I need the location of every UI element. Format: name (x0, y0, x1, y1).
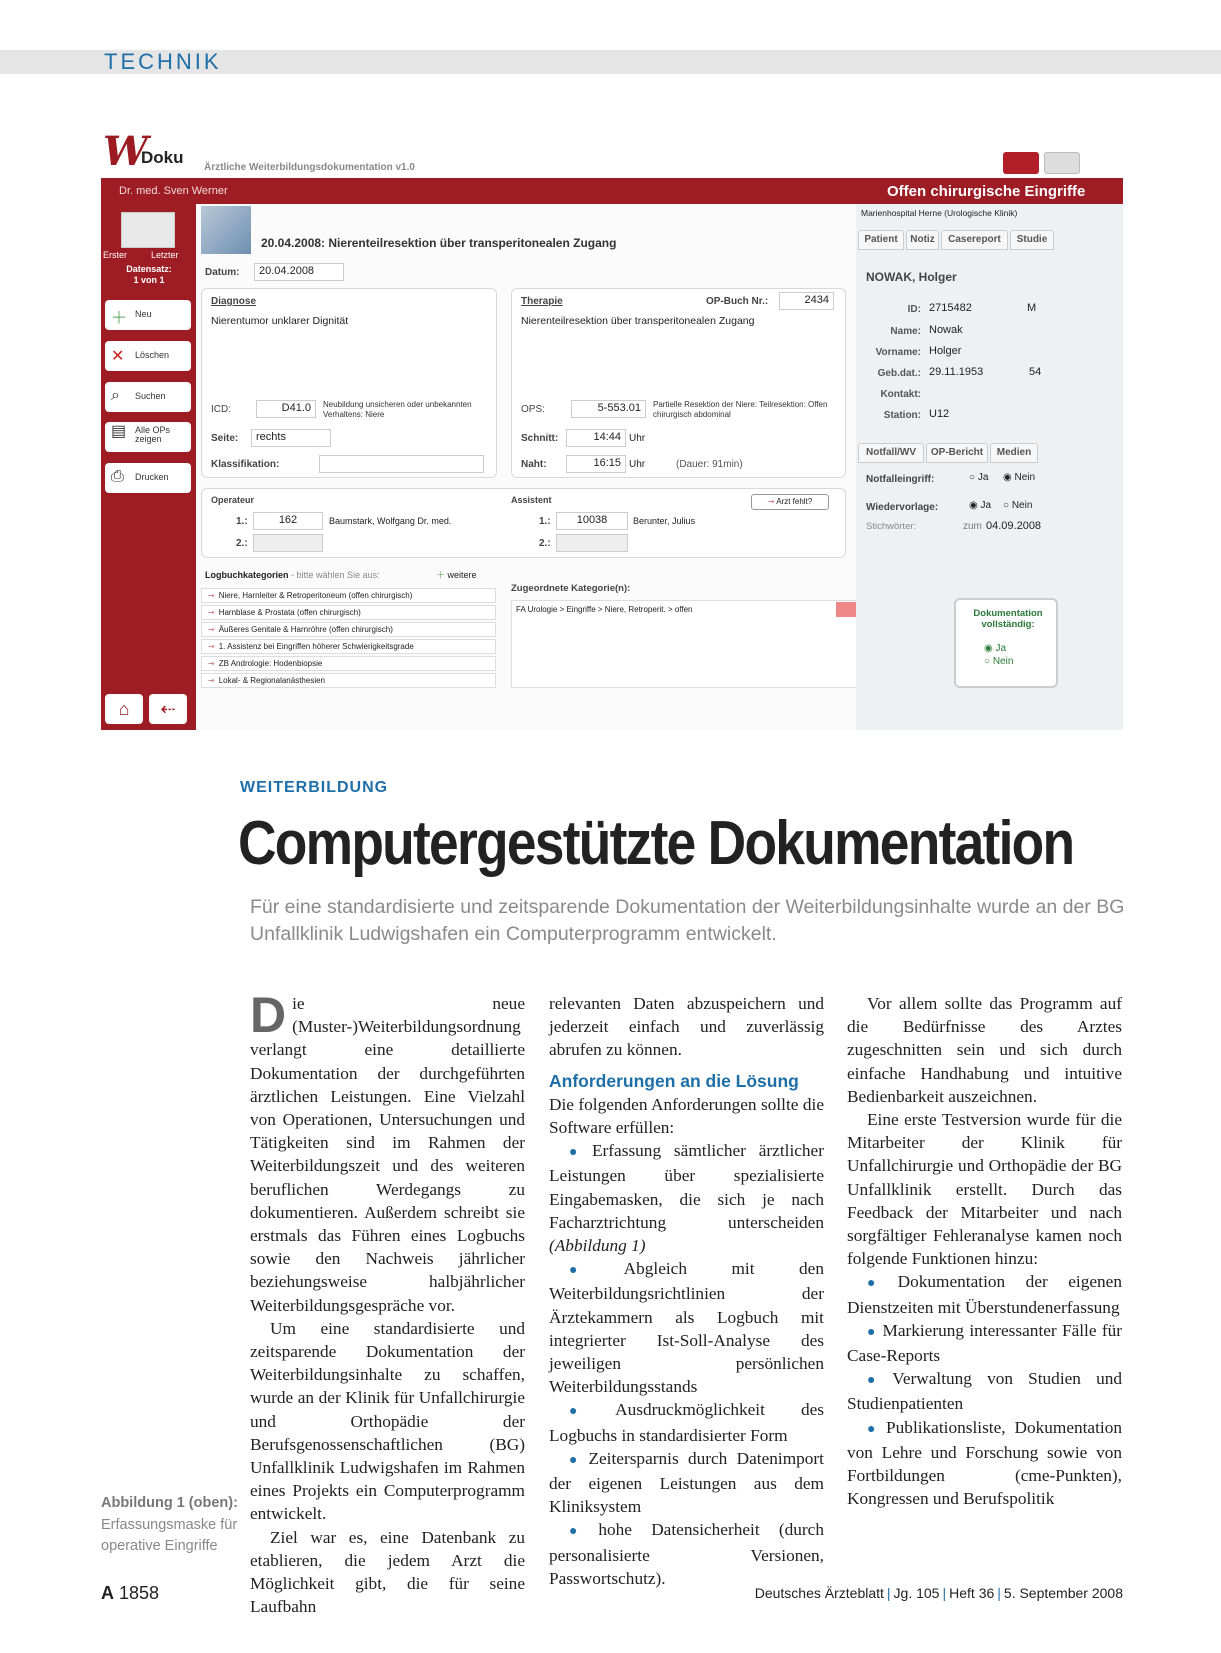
completion-label: Dokumentation vollständig: (973, 608, 1043, 630)
side-field[interactable]: rechts (251, 429, 331, 447)
date-label: Datum: (205, 267, 240, 278)
logbook-item-label: Harnblase & Prostata (offen chirurgisch) (218, 608, 361, 617)
record-title: 20.04.2008: Nierenteilresektion über transperitonealen Zugang (261, 236, 617, 250)
bullet-text: Abgleich mit den Weiterbildungsrichtlinien der Ärztekammern als Logbuch mit integrierter Ist-Soll-Analyse des jeweiligen persönlichen Weiterbildungsstands (549, 1259, 824, 1397)
more-button[interactable] (436, 568, 477, 581)
surgeon2-id[interactable] (253, 534, 323, 552)
subheading: Anforderungen an die Lösung (549, 1070, 799, 1091)
app-logo-w: W (103, 128, 148, 175)
caption-text: Erfassungsmaske für operative Eingriffe (101, 1517, 238, 1554)
show-all-ops-button[interactable] (105, 422, 191, 452)
patient-field-value: Nowak (929, 324, 963, 336)
tab-media[interactable]: Medien (990, 443, 1038, 463)
category-title: Offen chirurgische Eingriffe (887, 183, 1086, 200)
incision-unit: Uhr (629, 433, 646, 444)
missing-doctor-button[interactable] (751, 494, 829, 510)
footer: Deutsches Ärzteblatt | Jg. 105 | Heft 36 | 5. September 2008 (754, 1585, 1123, 1601)
new-button[interactable] (105, 300, 191, 330)
bullet-icon: ● (569, 1263, 618, 1279)
caption-title: Abbildung 1 (oben): (101, 1495, 238, 1511)
bullet-item (847, 1319, 1122, 1367)
tab-patient[interactable]: Patient (858, 230, 904, 250)
list-icon: ▤ (111, 423, 127, 440)
figure-screenshot (101, 128, 1123, 730)
bullet-item (549, 1518, 824, 1590)
tab-op-report[interactable]: OP-Bericht (926, 443, 988, 463)
journal-date: 5. September 2008 (1003, 1585, 1123, 1601)
logbook-item[interactable] (201, 622, 496, 637)
paragraph: Vor allem sollte das Programm auf die Bedürfnisse des Arztes zugeschnitten sein und sich durch einfache Handhabung und intuitive Bedienbarkeit auszeichnen. (847, 994, 1122, 1106)
diagnosis-value[interactable]: Nierentumor unklarer Dignität (211, 315, 349, 327)
no-label: Nein (992, 656, 1014, 667)
logbook-label: Logbuchkategorien (205, 570, 289, 580)
assistant1-id[interactable]: 10038 (556, 512, 628, 530)
arrow-icon: ⇾ (208, 659, 215, 668)
incision-label: Schnitt: (521, 433, 559, 444)
patient-field-value: Holger (929, 345, 962, 357)
paragraph: ie neue (Muster-)Weiterbildungsordnung verlangt eine detaillierte Dokumentation der durchgeführten ärztlichen Leistungen. Eine Vielzahl von Operationen, Untersuchungen und Tätigkeiten sind im Rahmen der Weiterbildungszeit und des weiteren beruflichen Werdegangs zu dokumentieren. Außerdem schreibt sie erstmals das Führen eines Logbuchs sowie den Nachweis jährlicher beziehungsweise halbjährlicher Weiterbildungsgespräche vor. (250, 994, 525, 1315)
bullet-text: Markierung interessanter Fälle für Case-Reports (847, 1320, 1122, 1366)
back-button[interactable] (149, 694, 187, 724)
logbook-item[interactable] (201, 588, 496, 603)
assigned-item[interactable]: FA Urologie > Eingriffe > Niere, Retroperit. > offen (516, 605, 693, 614)
patient-field-label: Station: (883, 410, 921, 421)
bullet-icon: ● (867, 1324, 877, 1340)
logbook-item[interactable] (201, 605, 496, 620)
bullet-icon: ● (569, 1145, 586, 1161)
patient-field-label: Name: (890, 326, 921, 337)
arrow-icon: ⇾ (208, 625, 215, 634)
bullet-icon: ● (569, 1452, 583, 1468)
delete-icon: ✕ (111, 348, 125, 365)
nav-first-label: Erster (103, 250, 128, 260)
assistant2-id[interactable] (556, 534, 628, 552)
patient-field-value: U12 (929, 408, 950, 420)
logbook-item-label: Niere, Harnleiter & Retroperitoneum (offen chirurgisch) (218, 591, 413, 600)
column-3 (847, 992, 1122, 1510)
keywords-label: Stichwörter: (866, 521, 917, 532)
patient-field-label: Geb.dat.: (877, 368, 921, 379)
user-name: Dr. med. Sven Werner (119, 185, 228, 197)
add-icon: ＋ (436, 570, 448, 580)
delete-button[interactable] (105, 341, 191, 371)
surgeon-label: Operateur (211, 495, 255, 505)
surgeon1-name: Baumstark, Wolfgang Dr. med. (329, 516, 452, 526)
icd-field[interactable]: D41.0 (256, 400, 316, 418)
home-icon: ⌂ (118, 699, 130, 719)
bullet-icon: ● (867, 1276, 892, 1292)
assistant1-name: Berunter, Julius (633, 516, 696, 526)
patient-field-value: 29.11.1953 (929, 366, 984, 378)
tab-note[interactable]: Notiz (906, 230, 939, 250)
journal-volume: Jg. 105 (893, 1585, 940, 1601)
page-prefix: A (101, 1583, 114, 1603)
search-button-label: Suchen (135, 391, 166, 401)
logbook-item[interactable] (201, 639, 496, 654)
therapy-label: Therapie (521, 296, 563, 307)
bullet-item (847, 1416, 1122, 1511)
back-arrow-icon: ⇠ (160, 699, 176, 719)
ops-label: OPS: (521, 404, 545, 415)
arrow-icon: ⇾ (208, 642, 215, 651)
no-label: Nein (1011, 500, 1033, 511)
bullet-text: Verwaltung von Studien und Studienpatienten (847, 1369, 1122, 1414)
assistant-label: Assistent (511, 495, 552, 505)
paragraph: Ziel war es, eine Datenbank zu etablieren, die jedem Arzt die Möglichkeit gibt, die für seine Laufbahn (250, 1527, 525, 1617)
bullet-text: Publikationsliste, Dokumentation von Lehre und Forschung sowie von Fortbildungen (cme-Punkten), Kongressen und Berufspolitik (847, 1417, 1122, 1509)
patient-age: 54 (1029, 366, 1042, 378)
icd-description: Neubildung unsicheren oder unbekannten Verhaltens: Niere (323, 400, 472, 419)
page-number-value: 1858 (119, 1583, 160, 1603)
classification-label: Klassifikation: (211, 459, 280, 470)
bullet-text: Erfassung sämtlicher ärztlicher Leistungen über spezialisierte Eingabemasken, die sich je nach Facharztrichtung unterscheiden (549, 1141, 824, 1232)
bullet-text: Dokumentation der eigenen Dienstzeiten mit Überstundenerfassung (847, 1272, 1122, 1317)
paragraph: Um eine standardisierte und zeitsparende Dokumentation der Weiterbildungsinhalte zu schaffen, wurde an der Klinik für Unfallchirurgie und Orthopädie der Berufsgenossenschaftlichen (BG) Unfallklinik Ludwigshafen im Rahmen eines Projekts ein Computerprogramm entwickelt. (250, 1318, 525, 1524)
arrow-icon: ⇾ (208, 676, 215, 685)
bullet-item (847, 1367, 1122, 1415)
plus-icon: ＋ (111, 310, 128, 327)
patient-field-label: Kontakt: (880, 389, 921, 400)
yes-label: Ja (995, 643, 1007, 654)
assistant1-label: 1.: (539, 516, 551, 527)
bullet-text: hohe Datensicherheit (durch personalisierte Versionen, Passwortschutz). (549, 1520, 824, 1588)
suture-unit: Uhr (629, 459, 646, 470)
assistant2-label: 2.: (539, 538, 551, 549)
resubmission-date-prefix: zum (963, 521, 982, 532)
assigned-label: Zugeordnete Kategorie(n): (511, 583, 631, 594)
arrow-icon: ⇾ (767, 497, 777, 506)
patient-field-label: Vorname: (875, 347, 921, 358)
no-label: Nein (1014, 472, 1036, 483)
logbook-item-label: Lokal- & Regionalanästhesien (218, 676, 325, 685)
suture-field[interactable]: 16:15 (566, 455, 626, 473)
logbook-hint: - bitte wählen Sie aus: (291, 570, 380, 580)
bullet-item (847, 1270, 1122, 1318)
record-counter: Datensatz: 1 von 1 (126, 264, 172, 285)
completion-yes-radio[interactable]: ◉ Ja (984, 643, 1007, 654)
logbook-item-label: 1. Assistenz bei Eingriffen höherer Schwierigkeitsgrade (218, 642, 414, 651)
tab-emergency[interactable]: Notfall/WV (858, 443, 924, 463)
classification-field[interactable] (319, 455, 484, 473)
kicker: WEITERBILDUNG (240, 779, 389, 796)
logbook-item-label: Äußeres Genitale & Harnröhre (offen chirurgisch) (218, 625, 393, 634)
list-view-icon[interactable] (1044, 152, 1080, 174)
search-icon: ⌕ (111, 387, 120, 404)
bullet-item (549, 1447, 824, 1519)
figure-reference: (Abbildung 1) (549, 1236, 646, 1256)
emergency-yes-radio[interactable]: ○ Ja (969, 472, 989, 483)
ops-field[interactable]: 5-553.01 (571, 400, 646, 418)
show-all-ops-label: Alle OPs zeigen (135, 425, 171, 444)
logbook-header (205, 570, 380, 580)
diagnosis-label: Diagnose (211, 296, 257, 307)
section-label: TECHNIK (104, 49, 222, 74)
yes-label: Ja (977, 472, 989, 483)
page-number (101, 1583, 159, 1604)
paragraph: relevanten Daten abzuspeichern und jederzeit einfach und zuverlässig abrufen zu können. (549, 994, 824, 1060)
printer-icon: ⎙ (111, 468, 124, 485)
journal-issue: Heft 36 (949, 1585, 995, 1601)
bullet-text: Zeitersparnis durch Datenimport der eigenen Leistungen aus dem Kliniksystem (549, 1448, 824, 1517)
side-label: Seite: (211, 433, 239, 444)
ops-description: Partielle Resektion der Niere: Teilresektion: Offen chirurgisch abdominal (653, 400, 828, 419)
surgeon1-label: 1.: (236, 516, 248, 527)
resubmission-label: Wiedervorlage: (866, 502, 939, 513)
patient-sex: M (1027, 302, 1037, 314)
bullet-item (549, 1398, 824, 1446)
arrow-icon: ⇾ (208, 591, 215, 600)
hospital-name: Marienhospital Herne (Urologische Klinik) (861, 208, 1018, 218)
missing-doctor-label: Arzt fehlt? (776, 497, 813, 506)
emergency-no-radio[interactable]: ◉ Nein (1003, 472, 1036, 483)
date-field[interactable]: 20.04.2008 (254, 263, 344, 281)
resubmission-no-radio[interactable]: ○ Nein (1003, 500, 1033, 511)
search-button[interactable] (105, 382, 191, 412)
emergency-label: Notfalleingriff: (866, 474, 935, 485)
suture-label: Naht: (521, 459, 547, 470)
paragraph: Eine erste Testversion wurde für die Mitarbeiter der Klinik für Unfallchirurgie und Orthopädie der BG Unfallklinik erstellt. Durch das Feedback der Mitarbeiter und nach sorgfältiger Fehleranalyse kamen noch folgende Funktionen hinzu: (847, 1110, 1122, 1269)
app-logo-name: Doku (141, 148, 184, 167)
column-1 (250, 987, 525, 1618)
resubmission-yes-radio[interactable]: ◉ Ja (969, 500, 992, 511)
lede: Für eine standardisierte und zeitsparende Dokumentation der Weiterbildungsinhalte wurde an der BG Unfallklinik Ludwigshafen ein Computerprogramm entwickelt. (250, 896, 1125, 945)
bullet-icon: ● (867, 1421, 881, 1437)
app-subtitle: Ärztliche Weiterbildungsdokumentation v1.0 (204, 162, 415, 173)
opbook-field[interactable]: 2434 (779, 292, 834, 310)
record-nav-arrows-icon[interactable] (121, 212, 175, 248)
bullet-item (549, 1257, 824, 1398)
yes-label: Ja (980, 500, 992, 511)
bullet-text: Ausdruckmöglichkeit des Logbuchs in standardisierter Form (549, 1400, 824, 1445)
tab-study[interactable]: Studie (1010, 230, 1054, 250)
column-2 (549, 992, 824, 1590)
bullet-icon: ● (569, 1404, 610, 1420)
headline: Computergestützte Dokumentation (238, 809, 1074, 878)
nav-last-label: Letzter (151, 250, 179, 260)
surgeon1-id[interactable]: 162 (253, 512, 323, 530)
bullet-icon: ● (867, 1373, 887, 1389)
bullet-item (549, 1139, 824, 1257)
print-button-label: Drucken (135, 472, 169, 482)
patient-field-label: ID: (907, 304, 921, 315)
drop-cap: D (250, 987, 287, 1043)
bullet-icon: ● (569, 1524, 593, 1540)
opbook-label: OP-Buch Nr.: (706, 296, 769, 307)
therapy-value[interactable]: Nierenteilresektion über transperitonealen Zugang (521, 315, 755, 327)
incision-field[interactable]: 14:44 (566, 429, 626, 447)
patient-field-value: 2715482 (929, 302, 972, 314)
surgery-photo (201, 206, 251, 254)
tab-casereport[interactable]: Casereport (941, 230, 1008, 250)
delete-button-label: Löschen (135, 350, 170, 360)
paragraph: Die folgenden Anforderungen sollte die Software erfüllen: (549, 1094, 824, 1138)
more-label: weitere (447, 570, 477, 580)
logbook-item-label: ZB Andrologie: Hodenbiopsie (218, 659, 323, 668)
logbook-item[interactable] (201, 673, 496, 688)
resubmission-date[interactable]: 04.09.2008 (986, 520, 1042, 532)
logbook-item[interactable] (201, 656, 496, 671)
journal-name: Deutsches Ärzteblatt (754, 1585, 884, 1601)
patient-name: NOWAK, Holger (866, 270, 957, 284)
icd-label: ICD: (211, 404, 231, 415)
new-button-label: Neu (135, 309, 152, 319)
form-view-icon[interactable] (1003, 152, 1039, 174)
surgeon2-label: 2.: (236, 538, 248, 549)
print-button[interactable] (105, 463, 191, 493)
duration: (Dauer: 91min) (676, 459, 743, 470)
home-button[interactable] (105, 694, 143, 724)
completion-no-radio[interactable]: ○ Nein (984, 656, 1014, 667)
arrow-icon: ⇾ (208, 608, 215, 617)
